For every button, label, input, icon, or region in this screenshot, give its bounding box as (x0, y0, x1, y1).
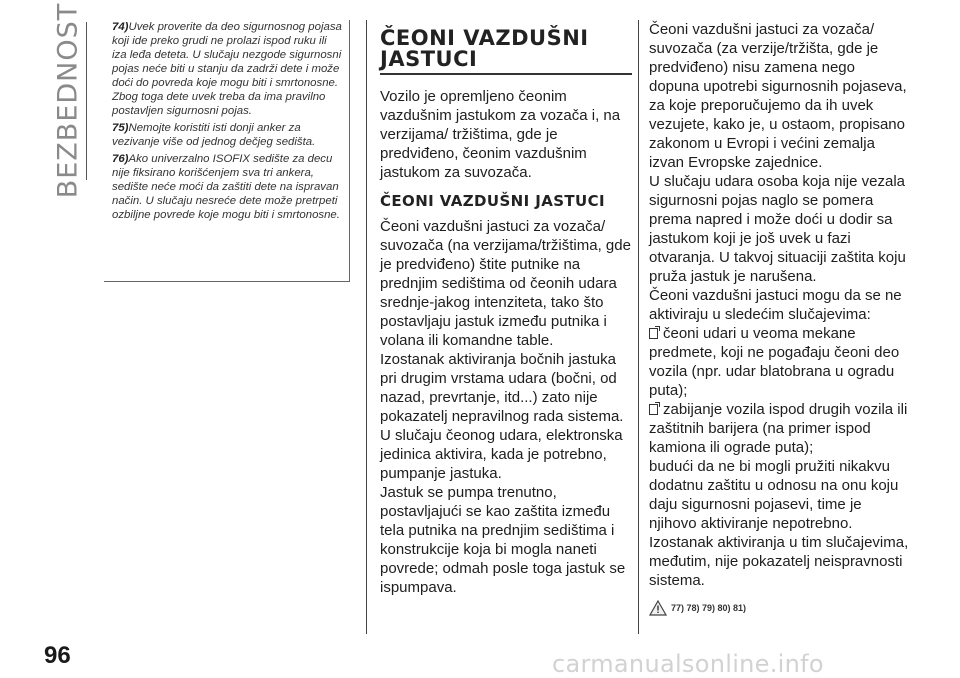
side-rule (86, 22, 87, 180)
column-divider-left (366, 20, 367, 634)
warning-refs-text: 77) 78) 79) 80) 81) (671, 603, 747, 613)
paragraph: budući da ne bi mogli pružiti nikakvu dodatnu zaštitu u odnosu na onu koju daju sigurnosni pojasevi, time je njihovo aktiviranje nepotrebno. Izostanak aktiviranja u tim slučajevima, međutim, nije pokazatelj neispravnosti sistema. (649, 458, 909, 589)
page-number: 96 (44, 642, 71, 669)
column-right (649, 20, 909, 616)
notes-box (104, 20, 350, 282)
paragraph: U slučaju čeonog udara, elektronska jedinica aktivira, kada je potrebno, pumpanje jastuka. (380, 427, 623, 482)
section-side-title-text: BEZBEDNOST (52, 2, 84, 198)
bullet-box-icon (649, 328, 658, 339)
subsection-heading: ČEONI VAZDUŠNI JASTUCI (380, 192, 606, 210)
paragraph: Izostanak aktiviranja bočnih jastuka pri drugim vrstama udara (bočni, od nazad, prevrtanje, itd...) zato nije pokazatelj nepravilnog rada sistema. (380, 351, 624, 425)
paragraph: Čeoni vazdušni jastuci za vozača/ suvozača (na verzijama/tržištima, gde je predviđeno) štite putnike na prednjim sedištima od čeonih udara srednje-jakog intenziteta, tako što postavljaju jastuk između putnika i volana ili komandne table. (380, 218, 631, 349)
note-76: 76)Ako univerzalno ISOFIX sedište za decu nije fiksirano korišćenjem sva tri ankera, sedište neće moći da zaštiti dete na ispravan način. U slučaju nesreće dete može pretrpeti ozbiljne povrede koje mogu biti i smrtonosne. (112, 153, 340, 221)
section-heading: ČEONI VAZDUŠNI JASTUCI (380, 28, 632, 75)
bullet-item: zabijanje vozila ispod drugih vozila ili zaštitnih barijera (na primer ispod kamiona ili ograde puta); (649, 401, 908, 456)
bullet-item: čeoni udari u veoma mekane predmete, koji ne pogađaju čeoni deo vozila (npr. udar blatobrana u ogradu puta); (649, 325, 900, 399)
note-74: 74)Uvek proverite da deo sigurnosnog pojasa koji ide preko grudi ne prolazi ispod ruku ili iza leđa deteta. U slučaju nezgode sigurnosni pojas neće biti u stanju da zadrži dete i može doći do povreda koje mogu biti i smrtonosne. Zbog toga dete uvek treba da ima pravilno postavljen sigurnosni pojas. (112, 21, 342, 117)
paragraph: Čeoni vazdušni jastuci za vozača/ suvozača (za verzije/tržišta, gde je predviđeno) nisu zamena nego dopuna upotrebi sigurnosnih pojaseva, za koje preporučujemo da ih uvek vezujete, kako je, u ostaom, propisano zakonom u Evropi i većini zemalja izvan Evropske zajednice. (649, 21, 907, 171)
column-divider-right (638, 20, 639, 634)
column-middle (380, 20, 632, 597)
paragraph: Jastuk se pumpa trenutno, postavljajući se kao zaštita između tela putnika na prednjim sedištima i konstrukcije koja bi mogla naneti povrede; odmah posle toga jastuk se ispumpava. (380, 484, 626, 596)
paragraph: U slučaju udara osoba koja nije vezala sigurnosni pojas naglo se pomera prema napred i može doći u dodir sa jastukom koji je još uvek u fazi otvaranja. U takvoj situaciji zaštita koju pruža jastuk je narušena. (649, 173, 906, 285)
paragraph: Čeoni vazdušni jastuci mogu da se ne aktiviraju u sledećim slučajevima: (649, 287, 902, 323)
section-side-title (48, 2, 88, 198)
note-75: 75)Nemojte koristiti isti donji anker za vezivanje više od jednog dečjeg sedišta. (112, 122, 316, 148)
watermark-text: carmanualsonline.info (552, 650, 824, 678)
bullet-box-icon (649, 404, 658, 415)
warning-references (649, 600, 909, 616)
warning-triangle-icon (649, 600, 667, 616)
intro-paragraph: Vozilo je opremljeno čeonim vazdušnim jastukom za vozača i, na verzijama/ tržištima, gde je predviđeno, čeonim vazdušnim jastukom za suvozača. (380, 88, 621, 181)
